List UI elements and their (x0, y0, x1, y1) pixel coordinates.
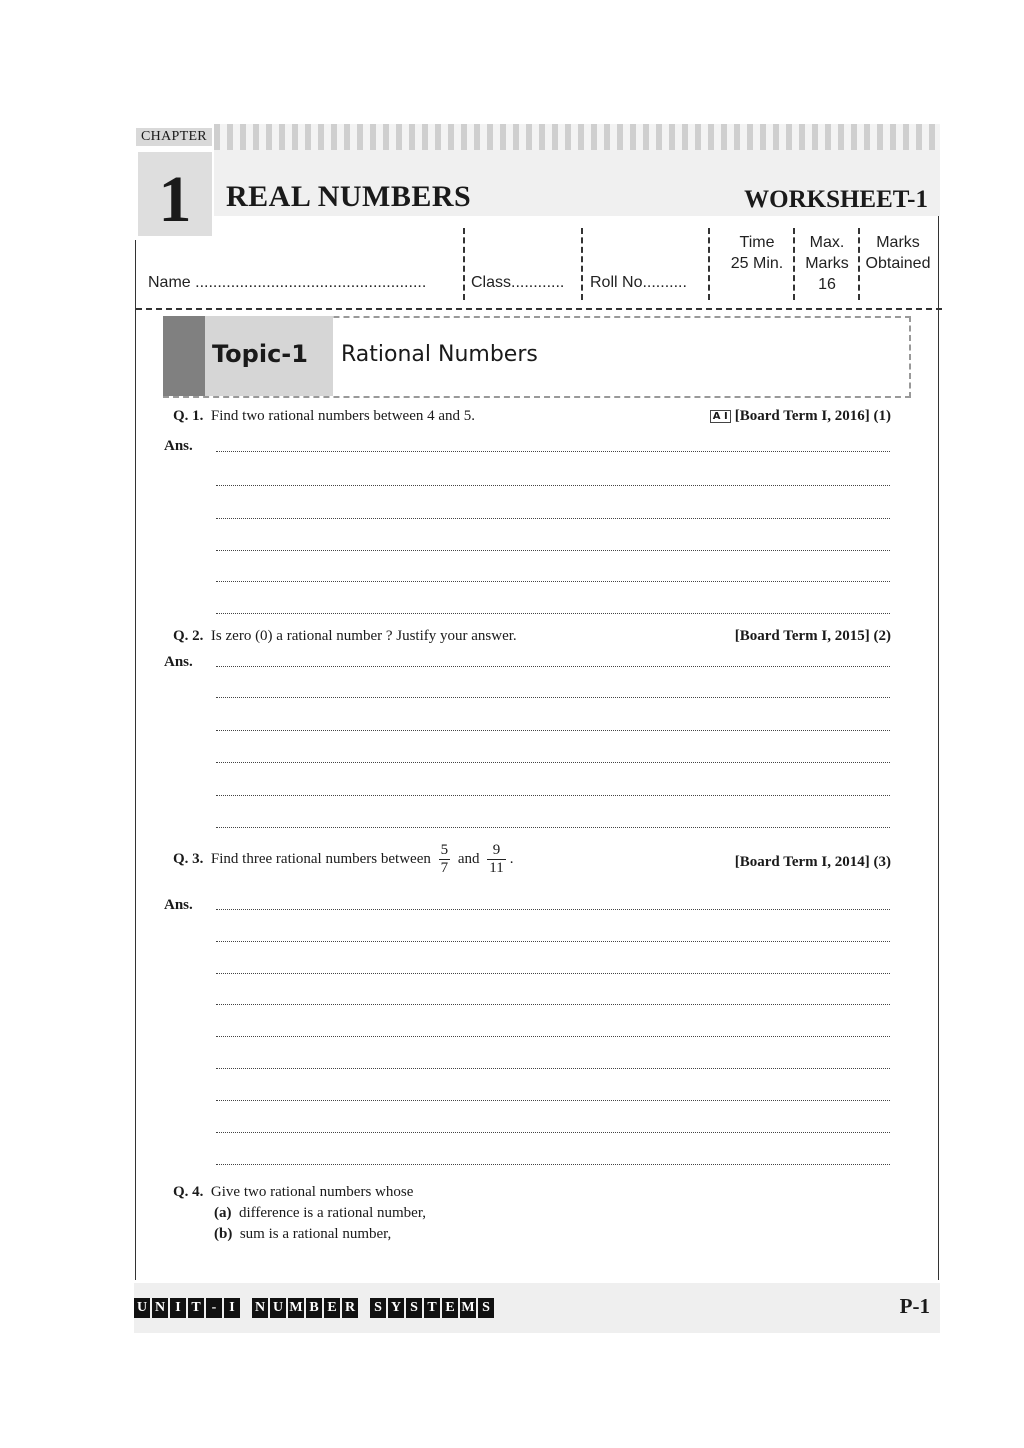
answer-line[interactable] (216, 1068, 890, 1069)
unit-word-gap (242, 1298, 250, 1318)
answer-line[interactable] (216, 1132, 890, 1133)
answer-line[interactable] (216, 827, 890, 828)
question-number: Q. 2. (173, 628, 204, 644)
part-text: sum is a rational number, (239, 1226, 392, 1242)
info-separator (463, 228, 465, 300)
time-label: Time (739, 234, 775, 251)
unit-letter: I (224, 1298, 240, 1318)
answer-label: Ans. (164, 654, 193, 670)
chapter-number: 1 (138, 152, 212, 236)
part-text: difference is a rational number, (239, 1205, 426, 1221)
question-text: . (509, 850, 514, 867)
unit-letter: S (370, 1298, 386, 1318)
ai-icon: A I (710, 410, 731, 423)
name-field[interactable]: Name .................................................... (148, 274, 427, 291)
unit-letter: M (460, 1298, 476, 1318)
question-text: Is zero (0) a rational number ? Justify your answer. (210, 628, 517, 644)
fraction-denominator: 7 (440, 860, 449, 876)
time-value: 25 Min. (730, 255, 784, 272)
fraction-denominator: 11 (489, 860, 504, 876)
topic-accent (163, 316, 205, 396)
answer-line[interactable] (216, 485, 890, 486)
unit-letter: N (252, 1298, 268, 1318)
info-separator (793, 228, 795, 300)
fraction-numerator: 9 (487, 842, 505, 860)
info-separator (581, 228, 583, 300)
unit-letter: U (270, 1298, 286, 1318)
question-1-reference (710, 408, 891, 425)
worksheet-label: WORKSHEET-1 (744, 186, 928, 213)
unit-letter: I (170, 1298, 186, 1318)
answer-line[interactable] (216, 909, 890, 910)
question-4-part-b (214, 1226, 391, 1243)
question-1 (173, 408, 475, 425)
question-text: and (457, 850, 480, 867)
answer-line[interactable] (216, 1036, 890, 1037)
answer-line[interactable] (216, 795, 890, 796)
answer-line[interactable] (216, 697, 890, 698)
unit-letter: N (152, 1298, 168, 1318)
roll-no-field[interactable]: Roll No.......... (590, 274, 687, 291)
question-4 (173, 1184, 413, 1201)
answer-line[interactable] (216, 762, 890, 763)
max-marks-value: 16 (818, 276, 836, 293)
answer-line[interactable] (216, 1100, 890, 1101)
unit-letter: S (478, 1298, 494, 1318)
max-marks-label: Marks (805, 255, 849, 272)
answer-label: Ans. (164, 897, 193, 913)
reference-text: [Board Term I, 2016] (1) (734, 408, 891, 424)
chapter-label: CHAPTER (136, 128, 212, 146)
max-marks-label: Max. (809, 234, 845, 251)
marks-obtained-label: Marks (876, 234, 920, 251)
right-margin-rule (938, 216, 939, 1280)
chapter-title: REAL NUMBERS (226, 180, 472, 213)
max-marks-cell (797, 232, 857, 295)
answer-line[interactable] (216, 941, 890, 942)
question-number: Q. 3. (173, 850, 204, 867)
question-number: Q. 1. (173, 408, 204, 424)
topic-number: Topic-1 (212, 340, 308, 368)
class-field[interactable]: Class............ (471, 274, 565, 291)
unit-letter: T (424, 1298, 440, 1318)
unit-letter: B (306, 1298, 322, 1318)
answer-line[interactable] (216, 1004, 890, 1005)
part-label: (b) (214, 1226, 233, 1242)
answer-line[interactable] (216, 581, 890, 582)
question-text: Find two rational numbers between 4 and 5. (210, 408, 476, 424)
unit-letter: Y (388, 1298, 404, 1318)
fraction-9-11 (487, 842, 505, 877)
topic-name: Rational Numbers (341, 342, 538, 367)
unit-letter: S (406, 1298, 422, 1318)
unit-letter: T (188, 1298, 204, 1318)
question-3 (173, 842, 513, 877)
answer-line[interactable] (216, 613, 890, 614)
answer-line[interactable] (216, 550, 890, 551)
unit-title (134, 1298, 494, 1318)
fraction-5-7 (439, 842, 451, 877)
question-text: Find three rational numbers between (210, 850, 431, 867)
answer-line[interactable] (216, 518, 890, 519)
question-2-reference: [Board Term I, 2015] (2) (734, 628, 891, 644)
marks-obtained-label: Obtained (865, 255, 931, 272)
question-number: Q. 4. (173, 1184, 204, 1200)
part-label: (a) (214, 1205, 232, 1221)
unit-letter: - (206, 1298, 222, 1318)
unit-letter: E (324, 1298, 340, 1318)
time-cell (712, 232, 802, 274)
answer-line[interactable] (216, 451, 890, 452)
unit-letter: R (342, 1298, 358, 1318)
answer-line[interactable] (216, 973, 890, 974)
unit-letter: U (134, 1298, 150, 1318)
fraction-numerator: 5 (440, 842, 449, 858)
left-margin-rule (135, 240, 136, 1280)
question-3-reference: [Board Term I, 2014] (3) (734, 854, 891, 870)
question-4-part-a (214, 1205, 426, 1222)
unit-letter: E (442, 1298, 458, 1318)
page-number: P-1 (899, 1294, 930, 1318)
answer-label: Ans. (164, 438, 193, 454)
info-bottom-rule (136, 308, 942, 310)
question-2 (173, 628, 517, 645)
unit-letter: M (288, 1298, 304, 1318)
info-separator (708, 228, 710, 300)
question-text: Give two rational numbers whose (210, 1184, 414, 1200)
header-stripes (214, 124, 940, 150)
unit-word-gap (360, 1298, 368, 1318)
answer-line[interactable] (216, 1164, 890, 1165)
answer-line[interactable] (216, 730, 890, 731)
answer-line[interactable] (216, 666, 890, 667)
marks-obtained-cell[interactable] (860, 232, 936, 274)
